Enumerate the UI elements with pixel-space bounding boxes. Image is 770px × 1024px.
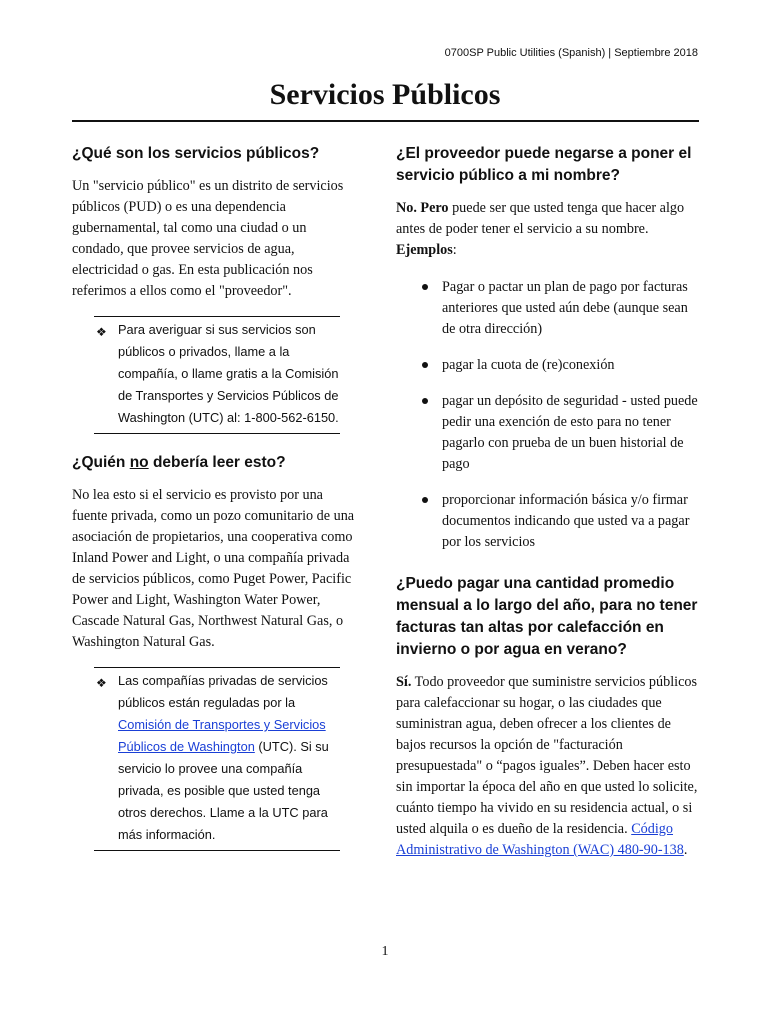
page-title: Servicios Públicos	[269, 78, 501, 111]
section-heading-what-are-utilities: ¿Qué son los servicios públicos?	[72, 145, 320, 162]
examples-list	[396, 277, 698, 553]
page-number: 1	[381, 944, 389, 959]
diamond-bullet-icon: ❖	[96, 676, 107, 690]
callout-public-or-private	[94, 316, 340, 434]
callout-private-companies	[94, 667, 340, 851]
list-item: pagar un depósito de seguridad - usted puede pedir una exención de esto para no tener pagarlo con prueba de un buen historial de pago	[396, 391, 698, 475]
section-heading-can-provider-refuse: ¿El proveedor puede negarse a poner el servicio público a mi nombre?	[396, 145, 692, 184]
section-body-can-provider-refuse: No. Pero puede ser que usted tenga que hacer algo antes de poder tener el servicio a su nombre. Ejemplos:	[396, 200, 685, 258]
bullet-icon	[422, 497, 428, 503]
section-body-what-are-utilities: Un "servicio público" es un distrito de servicios públicos (PUD) o es una dependencia gubernamental, tal como una ciudad o un condado, que provee servicios de agua, electricidad o gas. En esta publicación nos referimos a ellos como el "proveedor".	[72, 178, 344, 299]
section-heading-who-should-not-read: ¿Quién no debería leer esto?	[72, 454, 286, 471]
utc-link[interactable]: Comisión de Transportes y Servicios Públicos de Washington	[118, 717, 326, 754]
right-column	[396, 143, 698, 861]
bullet-icon	[422, 284, 428, 290]
list-item: proporcionar información básica y/o firmar documentos indicando que usted va a pagar por los servicios	[396, 490, 698, 553]
callout-text: Las compañías privadas de servicios públicos están reguladas por la Comisión de Transportes y Servicios Públicos de Washington (UTC). Si su servicio lo provee una compañía privada, es posible que usted tenga otros derechos. Llame a la UTC para más información.	[118, 673, 329, 842]
bullet-icon	[422, 362, 428, 368]
title-divider	[72, 120, 699, 122]
section-body-average-payment: Sí. Todo proveedor que suministre servicios públicos para calefaccionar su hogar, o las ciudades que suministran agua, deben ofrecer a los clientes de bajos recursos la opción de "facturación presupuestada" o “pagos iguales”. Deben hacer esto sin importar la época del año en que usted lo solicite, cuánto tiempo ha vivido en su residencia actual, o si usted alquila o es dueño de la residencia. Código Administrativo de Washington (WAC) 480-90-138.	[396, 674, 698, 858]
list-item: Pagar o pactar un plan de pago por facturas anteriores que usted aún debe (aunque sean de otra dirección)	[396, 277, 698, 340]
section-heading-average-payment: ¿Puedo pagar una cantidad promedio mensual a lo largo del año, para no tener facturas tan altas por calefacción en invierno o por agua en verano?	[396, 575, 698, 658]
document-code: 0700SP Public Utilities (Spanish) | Septiembre 2018	[444, 47, 698, 59]
bullet-icon	[422, 398, 428, 404]
callout-text: Para averiguar si sus servicios son públicos o privados, llame a la compañía, o llame gratis a la Comisión de Transportes y Servicios Públicos de Washington (UTC) al: 1-800-562-6150.	[118, 322, 339, 425]
left-column	[72, 143, 360, 851]
wac-link[interactable]: Código Administrativo de Washington (WAC) 480-90-138	[396, 821, 684, 858]
section-body-who-should-not-read: No lea esto si el servicio es provisto por una fuente privada, como un pozo comunitario de una asociación de propietarios, una cooperativa como Inland Power and Light, o una compañía privada de servicios públicos, como Puget Power, Pacific Power and Light, Washington Water Power, Cascade Natural Gas, Northwest Natural Gas, o Washington Natural Gas.	[72, 487, 355, 650]
list-item: pagar la cuota de (re)conexión	[396, 355, 698, 376]
diamond-bullet-icon: ❖	[96, 325, 107, 339]
